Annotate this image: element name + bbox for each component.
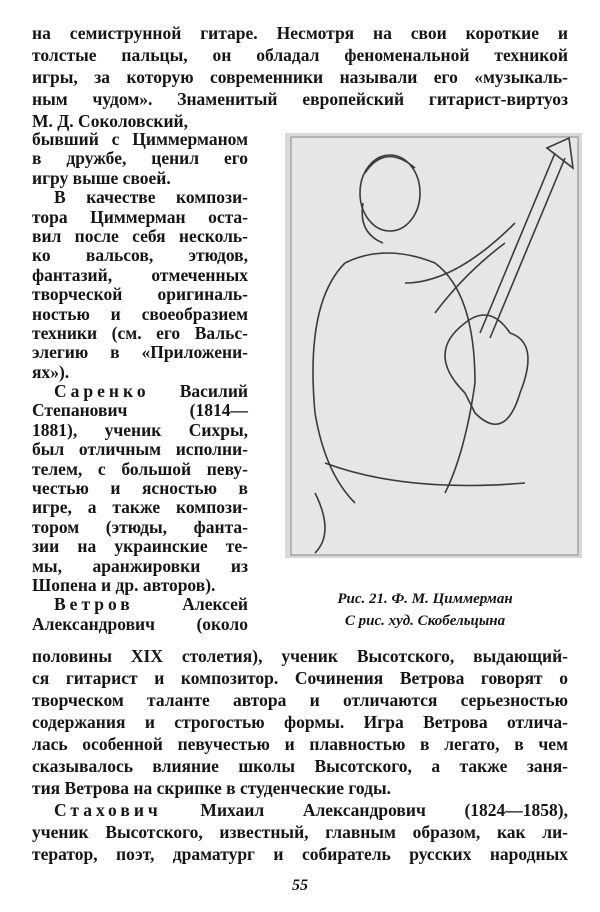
text-line: ся гитарист и композитор. Сочинения Ветрова говорят о: [32, 668, 568, 688]
text-line: ученик Высотского, известный, главным образом, как ли-: [32, 822, 568, 842]
surname: Стахович: [54, 800, 162, 820]
text-line: тия Ветрова на скрипке в студенческие годы.: [32, 778, 392, 798]
text-line: фантазий, отмеченных: [32, 264, 248, 285]
text-line: содержания и строгостью формы. Игра Ветрова отлича-: [32, 712, 568, 732]
page-number: 55: [292, 877, 308, 894]
text-line: техники (см. его Вальс-: [32, 322, 248, 343]
text-line: элегию в «Приложени-: [32, 342, 248, 363]
text-line: на семиструнной гитаре. Несмотря на свои короткие и: [32, 23, 568, 43]
name-rest: Алексей: [182, 594, 248, 615]
text-line: в дружбе, ценил его: [32, 148, 248, 169]
text-line: тератор, поэт, драматург и собиратель русских народных: [32, 844, 568, 864]
text-line: половины XIX столетия), ученик Высотского, выдающий-: [32, 646, 568, 666]
text-line: Шопена и др. авторов).: [32, 574, 216, 595]
text-line: [32, 595, 248, 614]
portrait-illustration: [285, 133, 582, 558]
text-line: сказывалось влияние школы Высотского, а также заня-: [32, 756, 568, 776]
text-line: игры, за которую современники называли его «музыкаль-: [32, 67, 568, 87]
text-line: был отличным исполни-: [32, 439, 248, 460]
text-line: ях»).: [32, 361, 70, 382]
text-line: творческой оригиналь-: [32, 284, 248, 305]
text-line: бывший с Циммерманом: [32, 129, 248, 149]
text-line: зии на украинские те-: [32, 536, 248, 557]
text-line: В качестве компози-: [54, 187, 248, 208]
text-line: 1881), ученик Сихры,: [32, 419, 248, 440]
text-line: [32, 382, 248, 401]
text-line: вил после себя несколь-: [32, 225, 248, 246]
bottom-paragraphs: [32, 645, 568, 865]
text-line: Александрович (около: [32, 613, 248, 634]
name-rest: Василий: [179, 381, 248, 402]
figure-caption: [300, 588, 550, 632]
text-line: Степанович (1814—: [32, 400, 248, 421]
surname: Саренко: [54, 381, 150, 402]
name-rest: Михаил Александрович (1824—1858),: [200, 800, 568, 820]
text-line: толстые пальцы, он обладал феноменальной техникой: [32, 45, 568, 65]
text-line: [32, 799, 568, 821]
text-line: честью и ясностью в: [32, 478, 248, 499]
portrait-sketch-icon: [285, 133, 582, 558]
text-line: мы, аранжировки из: [32, 555, 248, 576]
text-line: творческом таланте автора и отличаются серьезностью: [32, 690, 568, 710]
left-column-text: [32, 130, 248, 634]
caption-credit: С рис. худ. Скобельцына: [344, 613, 506, 629]
surname: Ветров: [54, 594, 134, 615]
text-line: ностью и своеобразием: [32, 303, 248, 324]
text-line: М. Д. Соколовский,: [32, 111, 189, 131]
text-line: телем, с большой певу-: [32, 458, 248, 479]
text-line: ко вальсов, этюдов,: [32, 245, 248, 266]
text-line: ным чудом». Знаменитый европейский гитарист-виртуоз: [32, 89, 568, 109]
text-line: лась особенной певучестью и плавностью в легато, в чем: [32, 734, 568, 754]
top-paragraph: [32, 22, 568, 132]
text-line: тора Циммерман оста-: [32, 206, 248, 227]
caption-title: Рис. 21. Ф. М. Циммерман: [337, 591, 513, 607]
text-line: игру выше своей.: [32, 167, 171, 188]
text-line: тором (этюды, фанта-: [32, 516, 248, 537]
text-line: игре, а также компози-: [32, 497, 248, 518]
